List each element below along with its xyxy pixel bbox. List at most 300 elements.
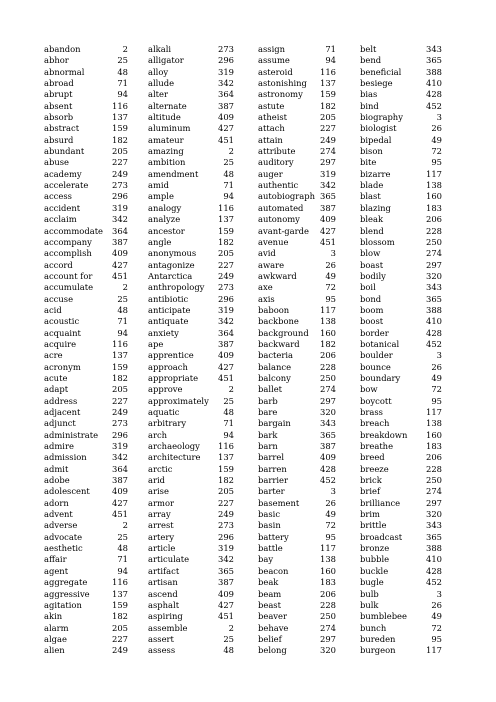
word-text: aluminum bbox=[148, 123, 191, 134]
page-number: 206 bbox=[320, 588, 336, 599]
word-entry bbox=[360, 180, 442, 191]
page-number: 342 bbox=[112, 214, 128, 225]
page-number: 409 bbox=[218, 588, 234, 599]
word-entry bbox=[258, 396, 336, 407]
word-text: apprentice bbox=[148, 350, 194, 361]
page-number: 49 bbox=[431, 372, 442, 383]
word-text: absent bbox=[44, 100, 73, 111]
word-text: amid bbox=[148, 180, 169, 191]
page-number: 296 bbox=[112, 191, 128, 202]
page-number: 138 bbox=[426, 180, 442, 191]
word-text: boom bbox=[360, 304, 384, 315]
word-entry bbox=[148, 157, 234, 168]
word-entry bbox=[258, 498, 336, 509]
word-text: bond bbox=[360, 293, 382, 304]
page-number: 274 bbox=[320, 384, 336, 395]
word-text: accuse bbox=[44, 293, 74, 304]
word-entry bbox=[44, 89, 128, 100]
page-number: 387 bbox=[218, 338, 234, 349]
page-number: 365 bbox=[320, 429, 336, 440]
page-number: 227 bbox=[112, 395, 128, 406]
page-number: 94 bbox=[325, 55, 336, 66]
word-text: blossom bbox=[360, 236, 395, 247]
page-number: 428 bbox=[426, 89, 442, 100]
page-number: 71 bbox=[223, 180, 234, 191]
word-text: ample bbox=[148, 191, 174, 202]
page-number: 183 bbox=[426, 441, 442, 452]
word-text: adjunct bbox=[44, 418, 76, 429]
page-number: 94 bbox=[117, 89, 128, 100]
page-number: 26 bbox=[325, 497, 336, 508]
word-entry bbox=[44, 260, 128, 271]
word-entry bbox=[44, 78, 128, 89]
page-number: 342 bbox=[218, 78, 234, 89]
word-entry bbox=[258, 271, 336, 282]
word-text: autonomy bbox=[258, 214, 300, 225]
word-entry bbox=[148, 554, 234, 565]
page-number: 427 bbox=[320, 225, 336, 236]
page-number: 427 bbox=[112, 259, 128, 270]
page-number: 273 bbox=[218, 44, 234, 54]
page-number: 117 bbox=[320, 543, 336, 554]
page-number: 364 bbox=[218, 327, 234, 338]
page-number: 48 bbox=[117, 66, 128, 77]
page-number: 387 bbox=[218, 577, 234, 588]
page-number: 2 bbox=[122, 520, 128, 531]
word-entry bbox=[360, 623, 442, 634]
word-entry bbox=[258, 214, 336, 225]
word-entry bbox=[44, 180, 128, 191]
page-number: 452 bbox=[426, 100, 442, 111]
word-entry bbox=[148, 78, 234, 89]
word-entry bbox=[148, 305, 234, 316]
page-number: 409 bbox=[112, 486, 128, 497]
word-text: barrier bbox=[258, 475, 288, 486]
page-number: 297 bbox=[426, 497, 442, 508]
word-entry bbox=[44, 214, 128, 225]
word-entry bbox=[148, 441, 234, 452]
page-number: 3 bbox=[436, 112, 442, 123]
word-text: administrate bbox=[44, 429, 99, 440]
word-text: bend bbox=[360, 55, 382, 66]
page-number: 227 bbox=[112, 157, 128, 168]
word-entry bbox=[148, 294, 234, 305]
page-number: 71 bbox=[223, 418, 234, 429]
word-text: backward bbox=[258, 338, 300, 349]
word-entry bbox=[148, 89, 234, 100]
word-text: avant-garde bbox=[258, 225, 309, 236]
word-entry bbox=[44, 452, 128, 463]
page-number: 274 bbox=[426, 486, 442, 497]
word-text: bodily bbox=[360, 270, 386, 281]
word-text: advent bbox=[44, 509, 73, 520]
word-text: approach bbox=[148, 361, 188, 372]
word-entry bbox=[44, 191, 128, 202]
word-entry bbox=[44, 611, 128, 622]
word-entry bbox=[258, 123, 336, 134]
word-text: asteroid bbox=[258, 66, 293, 77]
page-number: 274 bbox=[320, 622, 336, 633]
word-text: abrupt bbox=[44, 89, 73, 100]
word-entry bbox=[258, 600, 336, 611]
word-entry bbox=[258, 543, 336, 554]
word-entry bbox=[258, 407, 336, 418]
page-number: 319 bbox=[218, 304, 234, 315]
word-entry bbox=[44, 600, 128, 611]
page-number: 319 bbox=[320, 168, 336, 179]
word-entry bbox=[44, 101, 128, 112]
page-number: 49 bbox=[431, 611, 442, 622]
word-text: antiquate bbox=[148, 316, 189, 327]
word-text: accumulate bbox=[44, 282, 94, 293]
word-text: border bbox=[360, 327, 389, 338]
page-number: 387 bbox=[218, 100, 234, 111]
word-text: assess bbox=[148, 645, 176, 656]
word-entry bbox=[360, 554, 442, 565]
word-entry bbox=[258, 101, 336, 112]
page-number: 249 bbox=[112, 168, 128, 179]
word-entry bbox=[258, 78, 336, 89]
page-number: 138 bbox=[320, 554, 336, 565]
word-text: attain bbox=[258, 134, 283, 145]
word-text: bumblebee bbox=[360, 611, 407, 622]
word-entry bbox=[258, 452, 336, 463]
word-entry bbox=[360, 396, 442, 407]
page-number: 205 bbox=[218, 486, 234, 497]
page-number: 451 bbox=[218, 134, 234, 145]
word-entry bbox=[360, 203, 442, 214]
word-entry bbox=[148, 407, 234, 418]
word-text: acoustic bbox=[44, 316, 80, 327]
page-number: 25 bbox=[223, 633, 234, 644]
word-entry bbox=[148, 452, 234, 463]
word-text: aspiring bbox=[148, 611, 183, 622]
word-entry bbox=[360, 214, 442, 225]
word-entry bbox=[258, 589, 336, 600]
word-entry bbox=[44, 294, 128, 305]
word-text: boost bbox=[360, 316, 384, 327]
word-text: burgeon bbox=[360, 645, 396, 656]
word-entry bbox=[360, 362, 442, 373]
page-number: 116 bbox=[112, 100, 128, 111]
page-number: 296 bbox=[112, 429, 128, 440]
page-number: 451 bbox=[112, 270, 128, 281]
word-column-3 bbox=[258, 44, 336, 657]
page-number: 228 bbox=[426, 225, 442, 236]
word-text: accommodate bbox=[44, 225, 104, 236]
word-entry bbox=[360, 452, 442, 463]
word-entry bbox=[360, 305, 442, 316]
word-text: bronze bbox=[360, 543, 390, 554]
word-text: adapt bbox=[44, 384, 69, 395]
word-entry bbox=[360, 475, 442, 486]
word-text: access bbox=[44, 191, 72, 202]
page-number: 137 bbox=[218, 452, 234, 463]
page-number: 409 bbox=[112, 248, 128, 259]
word-text: breakdown bbox=[360, 429, 408, 440]
word-entry bbox=[44, 44, 128, 55]
page-number: 2 bbox=[228, 146, 234, 157]
word-text: abuse bbox=[44, 157, 70, 168]
word-text: brilliance bbox=[360, 497, 401, 508]
word-text: balcony bbox=[258, 372, 291, 383]
word-entry bbox=[360, 169, 442, 180]
word-entry bbox=[148, 532, 234, 543]
word-entry bbox=[360, 226, 442, 237]
page-number: 249 bbox=[112, 645, 128, 656]
word-text: absurd bbox=[44, 134, 74, 145]
word-text: blend bbox=[360, 225, 384, 236]
word-entry bbox=[258, 486, 336, 497]
word-text: bizarre bbox=[360, 168, 391, 179]
word-text: Antarctica bbox=[148, 270, 193, 281]
word-text: affair bbox=[44, 554, 67, 565]
word-text: bacteria bbox=[258, 350, 294, 361]
word-entry bbox=[360, 260, 442, 271]
word-text: bunch bbox=[360, 622, 387, 633]
word-entry bbox=[258, 611, 336, 622]
page-number: 95 bbox=[431, 395, 442, 406]
page-number: 365 bbox=[426, 55, 442, 66]
word-text: beak bbox=[258, 577, 279, 588]
page-number: 205 bbox=[112, 384, 128, 395]
page-number: 297 bbox=[320, 633, 336, 644]
page-number: 49 bbox=[325, 509, 336, 520]
word-entry bbox=[258, 441, 336, 452]
word-text: bare bbox=[258, 407, 278, 417]
word-text: asphalt bbox=[148, 599, 180, 610]
page-number: 205 bbox=[112, 622, 128, 633]
word-entry bbox=[44, 498, 128, 509]
word-text: anticipate bbox=[148, 304, 191, 315]
page-number: 409 bbox=[218, 112, 234, 123]
word-text: altitude bbox=[148, 112, 181, 123]
page-number: 250 bbox=[320, 611, 336, 622]
word-text: aesthetic bbox=[44, 543, 83, 554]
word-text: admit bbox=[44, 463, 69, 474]
word-entry bbox=[148, 339, 234, 350]
word-text: alloy bbox=[148, 66, 169, 77]
word-column-4 bbox=[360, 44, 442, 657]
word-text: buckle bbox=[360, 565, 389, 576]
word-text: basement bbox=[258, 497, 300, 508]
page-number: 159 bbox=[112, 361, 128, 372]
page-number: 117 bbox=[426, 645, 442, 656]
word-entry bbox=[44, 384, 128, 395]
word-text: ape bbox=[148, 338, 164, 349]
word-entry bbox=[148, 600, 234, 611]
word-text: acre bbox=[44, 350, 63, 361]
page-number: 228 bbox=[320, 599, 336, 610]
word-text: beam bbox=[258, 588, 282, 599]
word-text: accord bbox=[44, 259, 73, 270]
word-entry bbox=[360, 441, 442, 452]
word-entry bbox=[44, 112, 128, 123]
word-entry bbox=[360, 418, 442, 429]
word-entry bbox=[258, 328, 336, 339]
word-entry bbox=[148, 430, 234, 441]
word-text: barn bbox=[258, 441, 278, 452]
word-entry bbox=[360, 600, 442, 611]
word-text: acquire bbox=[44, 338, 77, 349]
page-number: 160 bbox=[426, 191, 442, 202]
word-entry bbox=[148, 316, 234, 327]
word-text: armor bbox=[148, 497, 174, 508]
page-number: 319 bbox=[218, 66, 234, 77]
word-entry bbox=[258, 566, 336, 577]
word-text: anonymous bbox=[148, 248, 197, 259]
page-number: 206 bbox=[426, 214, 442, 225]
word-text: autobiograph bbox=[258, 191, 315, 202]
word-entry bbox=[44, 634, 128, 645]
word-text: boulder bbox=[360, 350, 393, 361]
word-entry bbox=[258, 191, 336, 202]
word-entry bbox=[360, 645, 442, 656]
word-entry bbox=[258, 509, 336, 520]
word-text: battery bbox=[258, 531, 289, 542]
word-entry bbox=[44, 203, 128, 214]
word-entry bbox=[258, 146, 336, 157]
page-number: 72 bbox=[431, 622, 442, 633]
page-number: 48 bbox=[117, 304, 128, 315]
word-text: barb bbox=[258, 395, 278, 406]
word-text: automated bbox=[258, 202, 304, 213]
word-entry bbox=[360, 577, 442, 588]
word-entry bbox=[258, 373, 336, 384]
word-text: bubble bbox=[360, 554, 390, 565]
word-entry bbox=[148, 577, 234, 588]
page-number: 159 bbox=[218, 463, 234, 474]
word-entry bbox=[258, 464, 336, 475]
word-entry bbox=[258, 350, 336, 361]
word-text: breathe bbox=[360, 441, 394, 452]
word-entry bbox=[360, 237, 442, 248]
page-number: 249 bbox=[112, 407, 128, 417]
word-text: besiege bbox=[360, 78, 393, 89]
word-entry bbox=[44, 305, 128, 316]
page-number: 138 bbox=[320, 316, 336, 327]
word-entry bbox=[148, 362, 234, 373]
word-entry bbox=[148, 67, 234, 78]
word-entry bbox=[258, 475, 336, 486]
page-number: 343 bbox=[426, 282, 442, 293]
page-number: 72 bbox=[431, 384, 442, 395]
word-text: beneficial bbox=[360, 66, 402, 77]
word-entry bbox=[360, 112, 442, 123]
page-number: 297 bbox=[320, 157, 336, 168]
word-text: balance bbox=[258, 361, 292, 372]
page-number: 388 bbox=[426, 543, 442, 554]
word-entry bbox=[148, 543, 234, 554]
page-number: 227 bbox=[112, 633, 128, 644]
word-text: architecture bbox=[148, 452, 201, 463]
page-number: 410 bbox=[426, 316, 442, 327]
page-number: 95 bbox=[325, 293, 336, 304]
page-number: 451 bbox=[218, 372, 234, 383]
word-entry bbox=[360, 589, 442, 600]
page-number: 72 bbox=[325, 282, 336, 293]
page-number: 2 bbox=[228, 384, 234, 395]
word-text: angle bbox=[148, 236, 172, 247]
word-text: avenue bbox=[258, 236, 289, 247]
word-text: beaver bbox=[258, 611, 288, 622]
word-entry bbox=[360, 67, 442, 78]
page-number: 25 bbox=[223, 395, 234, 406]
page-number: 452 bbox=[426, 577, 442, 588]
page-number: 25 bbox=[223, 157, 234, 168]
word-entry bbox=[148, 373, 234, 384]
word-entry bbox=[258, 112, 336, 123]
word-entry bbox=[360, 543, 442, 554]
word-text: boundary bbox=[360, 372, 401, 383]
word-text: approximately bbox=[148, 395, 209, 406]
word-entry bbox=[360, 498, 442, 509]
word-entry bbox=[44, 316, 128, 327]
word-entry bbox=[148, 645, 234, 656]
word-text: array bbox=[148, 509, 171, 520]
word-text: algae bbox=[44, 633, 67, 644]
page-number: 451 bbox=[112, 509, 128, 520]
page-number: 250 bbox=[426, 475, 442, 486]
page-number: 296 bbox=[218, 55, 234, 66]
word-text: axis bbox=[258, 293, 275, 304]
page-number: 451 bbox=[320, 236, 336, 247]
word-entry bbox=[44, 157, 128, 168]
word-text: basic bbox=[258, 509, 281, 520]
word-text: accomplish bbox=[44, 248, 92, 259]
word-text: beast bbox=[258, 599, 281, 610]
word-text: astronomy bbox=[258, 89, 303, 100]
word-entry bbox=[148, 384, 234, 395]
word-text: address bbox=[44, 395, 78, 406]
word-text: arrest bbox=[148, 520, 174, 531]
page-number: 427 bbox=[218, 361, 234, 372]
page-number: 159 bbox=[112, 599, 128, 610]
page-number: 95 bbox=[431, 633, 442, 644]
word-entry bbox=[258, 339, 336, 350]
word-entry bbox=[44, 373, 128, 384]
page-number: 387 bbox=[320, 202, 336, 213]
page-number: 183 bbox=[320, 577, 336, 588]
word-entry bbox=[258, 67, 336, 78]
page-number: 296 bbox=[218, 293, 234, 304]
word-entry bbox=[258, 44, 336, 55]
page-number: 2 bbox=[122, 44, 128, 54]
word-entry bbox=[360, 520, 442, 531]
word-text: agent bbox=[44, 565, 69, 576]
word-text: belong bbox=[258, 645, 287, 656]
word-entry bbox=[258, 203, 336, 214]
word-text: bugle bbox=[360, 577, 384, 588]
word-text: baboon bbox=[258, 304, 290, 315]
word-text: biologist bbox=[360, 123, 397, 134]
page-number: 387 bbox=[112, 475, 128, 486]
word-entry bbox=[44, 237, 128, 248]
word-text: breach bbox=[360, 418, 390, 429]
word-entry bbox=[148, 509, 234, 520]
page-number: 452 bbox=[320, 475, 336, 486]
word-text: article bbox=[148, 543, 176, 554]
page-number: 2 bbox=[228, 622, 234, 633]
word-text: bipedal bbox=[360, 134, 392, 145]
word-entry bbox=[44, 430, 128, 441]
page-number: 250 bbox=[320, 372, 336, 383]
word-entry bbox=[148, 112, 234, 123]
page-number: 48 bbox=[223, 645, 234, 656]
word-text: abroad bbox=[44, 78, 74, 89]
page-number: 182 bbox=[320, 100, 336, 111]
word-entry bbox=[360, 532, 442, 543]
